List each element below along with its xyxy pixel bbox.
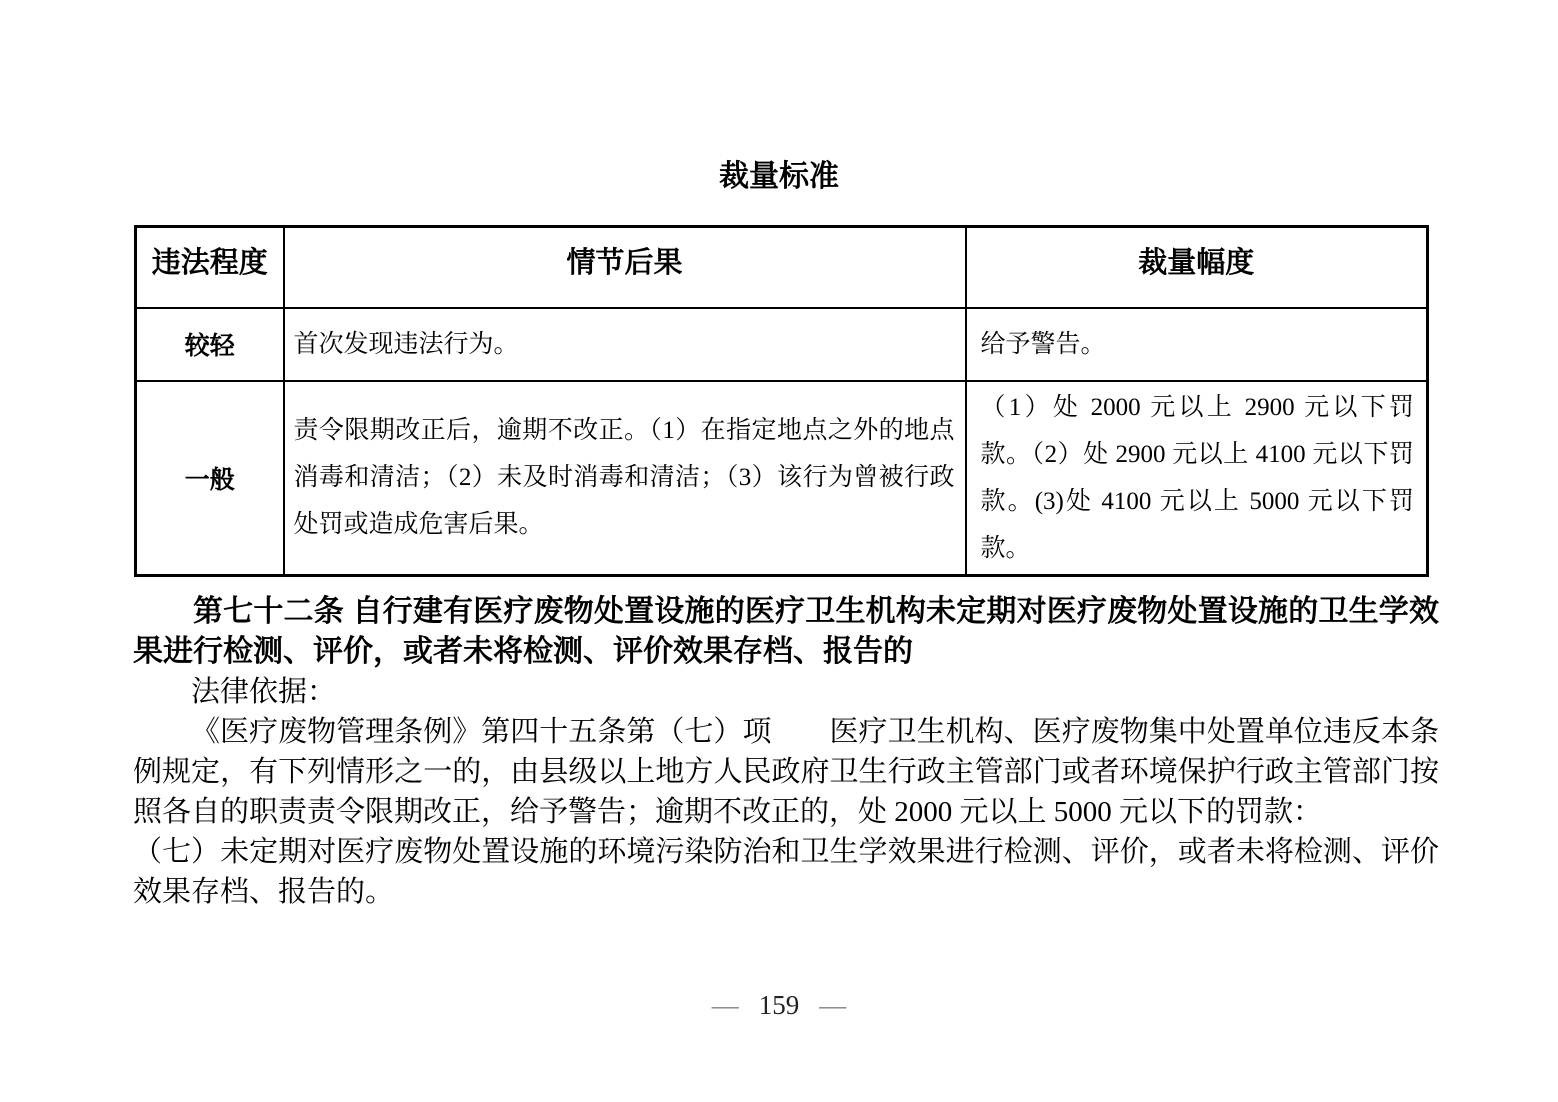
legal-basis-text: 《医疗废物管理条例》第四十五条第（七）项 医疗卫生机构、医疗废物集中处置单位违反本条例规定，有下列情形之一的，由县级以上地方人民政府卫生行政主管部门或者环境保护行政主管部门按照各自的职责责令限期改正，给予警告；逾期不改正的，处 2000 元以上 5000 元以下的罚款：	[133, 715, 1439, 828]
table-row-minor	[136, 308, 1428, 381]
article-heading: 第七十二条 自行建有医疗废物处置设施的医疗卫生机构未定期对医疗废物处置设施的卫生学效果进行检测、评价，或者未将检测、评价效果存档、报告的	[133, 594, 1439, 668]
circumstances-cell: 责令限期改正后，逾期不改正。（1）在指定地点之外的地点消毒和清洁；（2）未及时消毒和清洁；（3）该行为曾被行政处罚或造成危害后果。	[284, 381, 966, 576]
discretion-standards-table	[134, 225, 1429, 577]
footer-dash-left: —	[711, 990, 739, 1020]
violation-level-cell: 较轻	[136, 308, 284, 381]
item-seven-text: （七）未定期对医疗废物处置设施的环境污染防治和卫生学效果进行检测、评价，或者未将检测、评价效果存档、报告的。	[133, 835, 1439, 908]
footer-dash-right: —	[819, 990, 847, 1020]
page-number: 159	[758, 990, 800, 1020]
col-header-violation-degree: 违法程度	[136, 227, 284, 308]
table-row-general	[136, 381, 1428, 576]
article-section	[133, 592, 1439, 912]
violation-level-cell: 一般	[136, 381, 284, 576]
table-header-row	[136, 227, 1428, 308]
discretion-range-cell: 给予警告。	[966, 308, 1428, 381]
col-header-discretion-range: 裁量幅度	[966, 227, 1428, 308]
legal-basis-label: 法律依据：	[191, 675, 337, 708]
page-title: 裁量标准	[719, 160, 839, 193]
circumstances-cell: 首次发现违法行为。	[284, 308, 966, 381]
col-header-circumstances: 情节后果	[284, 227, 966, 308]
discretion-range-cell: （1）处 2000 元以上 2900 元以下罚款。（2）处 2900 元以上 4100 元以下罚款。(3)处 4100 元以上 5000 元以下罚款。	[966, 381, 1428, 576]
page-footer	[0, 990, 1558, 1021]
